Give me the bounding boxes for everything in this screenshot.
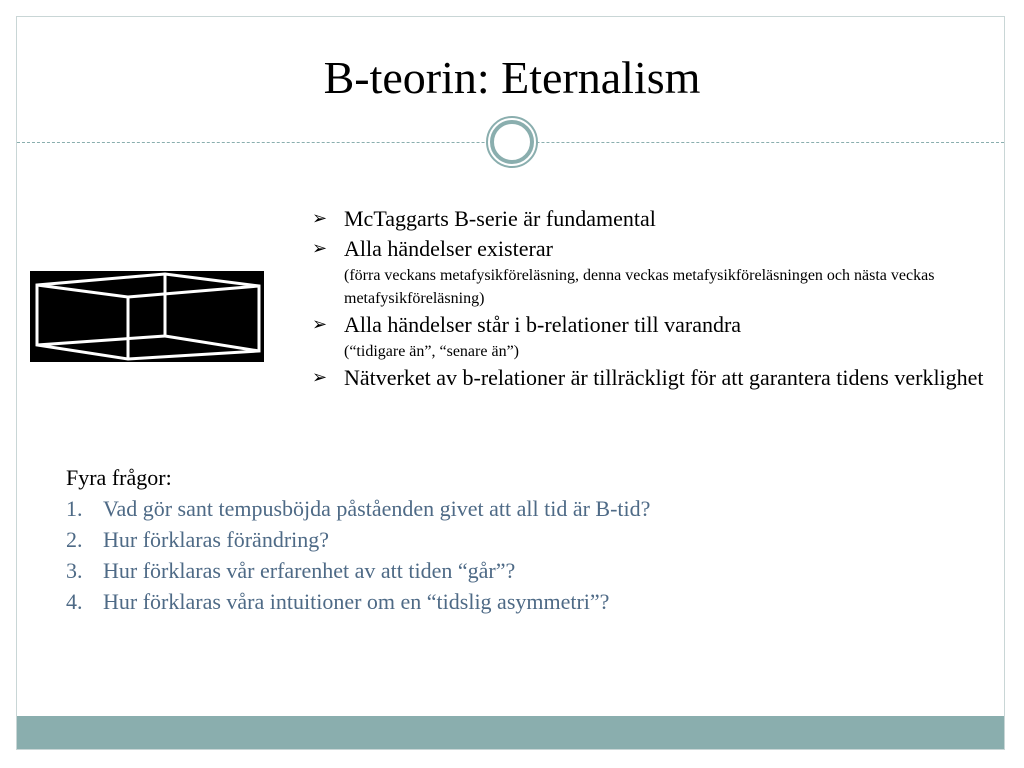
bullet-item xyxy=(312,310,992,363)
question-item xyxy=(66,493,966,524)
arrow-bullet-icon: ➢ xyxy=(312,208,328,229)
question-number: 1. xyxy=(66,496,83,521)
bullet-item xyxy=(312,204,992,234)
question-text: Hur förklaras förändring? xyxy=(103,527,330,552)
question-number: 4. xyxy=(66,589,83,614)
arrow-bullet-icon: ➢ xyxy=(312,238,328,259)
questions-section xyxy=(66,462,966,617)
question-item xyxy=(66,524,966,555)
arrow-bullet-icon: ➢ xyxy=(312,314,328,335)
question-number: 2. xyxy=(66,527,83,552)
wireframe-box-icon xyxy=(30,271,264,362)
bullet-text: Nätverket av b-relationer är tillräckligt för att garantera tidens verklighet xyxy=(344,365,984,390)
question-text: Hur förklaras våra intuitioner om en “tidslig asymmetri”? xyxy=(103,589,610,614)
question-text: Hur förklaras vår erfarenhet av att tiden “går”? xyxy=(103,558,516,583)
bullet-subtext: (förra veckans metafysikföreläsning, denna veckas metafysikföreläsningen och nästa veckas metafysikföreläsning) xyxy=(344,267,935,307)
footer-bar xyxy=(17,716,1004,749)
bullet-item xyxy=(312,363,992,393)
bullet-text: McTaggarts B-serie är fundamental xyxy=(344,206,656,231)
question-item xyxy=(66,586,966,617)
bullet-text: Alla händelser existerar xyxy=(344,236,553,261)
question-item xyxy=(66,555,966,586)
bullet-list xyxy=(312,204,992,393)
bullet-subtext: (“tidigare än”, “senare än”) xyxy=(344,343,519,360)
questions-list xyxy=(66,493,966,617)
circle-ornament-icon xyxy=(486,116,538,168)
question-text: Vad gör sant tempusböjda påståenden givet att all tid är B-tid? xyxy=(103,496,651,521)
slide-title: B-teorin: Eternalism xyxy=(323,52,701,103)
bullet-item xyxy=(312,234,992,310)
arrow-bullet-icon: ➢ xyxy=(312,367,328,388)
questions-heading: Fyra frågor: xyxy=(66,465,172,490)
bullet-text: Alla händelser står i b-relationer till varandra xyxy=(344,312,742,337)
question-number: 3. xyxy=(66,558,83,583)
